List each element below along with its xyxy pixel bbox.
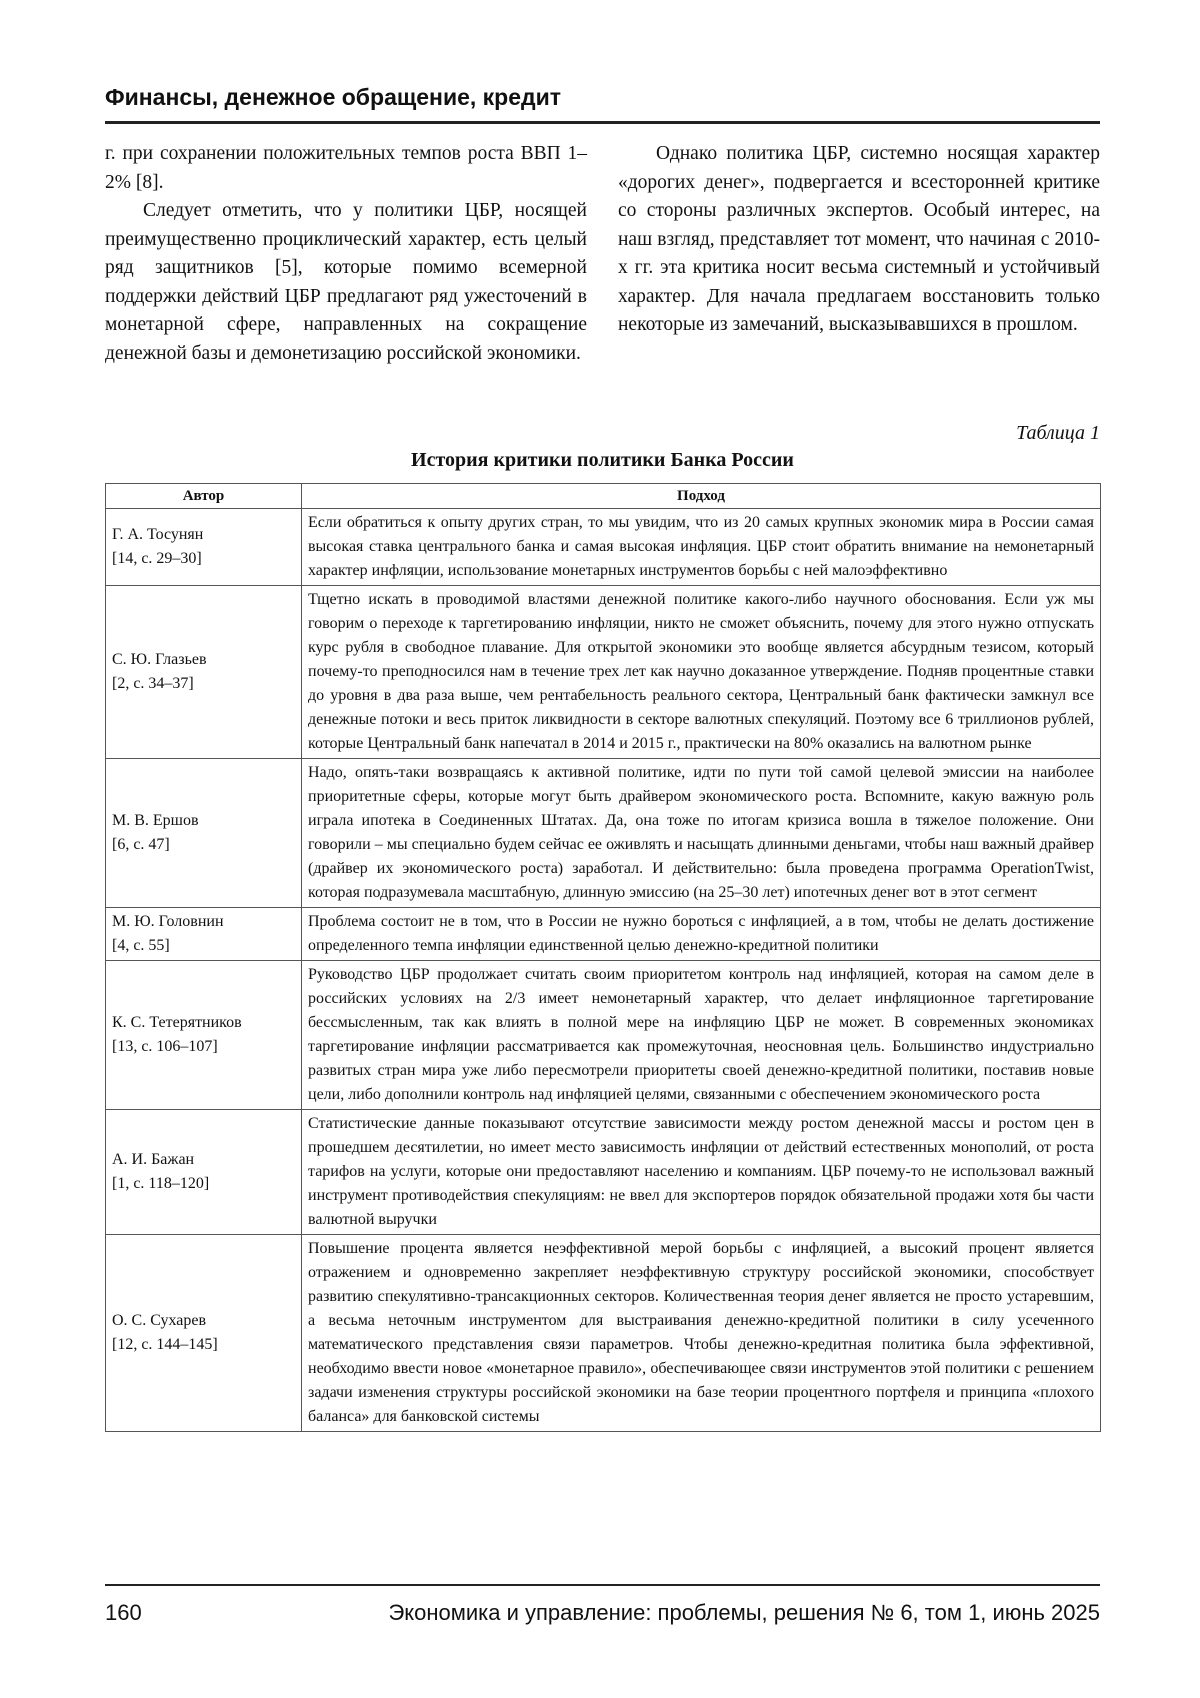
column-header-approach: Подход: [302, 484, 1101, 509]
footer-rule: [105, 1584, 1100, 1586]
author-reference: [12, с. 144–145]: [112, 1333, 295, 1357]
right-column: [618, 140, 1100, 340]
table-row: [106, 908, 1101, 961]
author-name: М. В. Ершов: [112, 809, 295, 833]
paragraph: г. при сохранении положительных темпов роста ВВП 1–2% [8].: [105, 140, 587, 197]
table-row: [106, 961, 1101, 1110]
table-row: [106, 509, 1101, 586]
page-footer: [105, 1600, 1100, 1626]
table-row: [106, 1235, 1101, 1432]
approach-cell: Руководство ЦБР продолжает считать своим приоритетом контроль над инфляцией, которая на самом деле в российских условиях на 2/3 имеет немонетарный характер, что делает инфляционное таргетирование бессмысленным, так как влиять в полной мере на инфляцию ЦБР не может. В современных экономиках таргетирование инфляции рассматривается как промежуточная, неосновная цель. Большинство индустриально развитых стран мира уже либо пересмотрели приоритеты своей денежно-кредитной политики, поставив новые цели, либо дополнили контроль над инфляцией целями, связанными с обеспечением экономического роста: [302, 961, 1101, 1110]
header-rule: [105, 121, 1100, 124]
approach-cell: Тщетно искать в проводимой властями денежной политике какого-либо научного обоснования. Если уж мы говорим о переходе к таргетированию инфляции, никто не сможет объяснить, почему для этого нужно отпускать курс рубля в свободное плавание. Для открытой экономики это вообще является абсурдным тезисом, который почему-то преподносился нам в течение трех лет как научно доказанное утверждение. Подняв процентные ставки до уровня в два раза выше, чем рентабельность реального сектора, Центральный банк фактически замкнул все денежные потоки и весь приток ликвидности в секторе валютных спекуляций. Поэтому все 6 триллионов рублей, которые Центральный банк напечатал в 2014 и 2015 г., практически на 80% оказались на валютном рынке: [302, 586, 1101, 759]
table-row: [106, 759, 1101, 908]
author-name: М. Ю. Головнин: [112, 910, 295, 934]
table-label: Таблица 1: [1016, 422, 1100, 445]
author-reference: [1, с. 118–120]: [112, 1172, 295, 1196]
author-reference: [6, с. 47]: [112, 833, 295, 857]
author-name: Г. А. Тосунян: [112, 523, 295, 547]
approach-cell: Проблема состоит не в том, что в России не нужно бороться с инфляцией, а в том, чтобы не делать достижение определенного темпа инфляции единственной целью денежно-кредитной политики: [302, 908, 1101, 961]
column-header-author: Автор: [106, 484, 302, 509]
author-reference: [14, с. 29–30]: [112, 547, 295, 571]
author-cell: [106, 1110, 302, 1235]
author-reference: [4, с. 55]: [112, 934, 295, 958]
author-cell: [106, 759, 302, 908]
approach-cell: Статистические данные показывают отсутствие зависимости между ростом денежной массы и ростом цен в прошедшем десятилетии, но имеет место зависимость инфляции от действий естественных монополий, от роста тарифов на услуги, которые они предоставляют населению и компаниям. ЦБР почему-то не использовал важный инструмент противодействия спекуляциям: не ввел для экспортеров порядок обязательной продажи хотя бы части валютной выручки: [302, 1110, 1101, 1235]
author-cell: [106, 509, 302, 586]
author-name: К. С. Тетерятников: [112, 1011, 295, 1035]
author-cell: [106, 961, 302, 1110]
table-row: [106, 586, 1101, 759]
table-title: История критики политики Банка России: [105, 449, 1100, 472]
approach-cell: Надо, опять-таки возвращаясь к активной политике, идти по пути той самой целевой эмиссии на наиболее приоритетные сферы, которые могут быть драйвером экономического роста. Вспомните, какую важную роль играла ипотека в Соединенных Штатах. Да, она тоже по итогам кризиса вошла в тяжелое положение. Они говорили – мы специально будем сейчас ее оживлять и насыщать длинными деньгами, чтобы наш важный драйвер (драйвер их экономического роста) заработал. И действительно: была проведена программа OperationTwist, которая подразумевала масштабную, длинную эмиссию (на 25–30 лет) ипотечных денег вот в этот сегмент: [302, 759, 1101, 908]
table-header-row: [106, 484, 1101, 509]
author-name: А. И. Бажан: [112, 1148, 295, 1172]
approach-cell: Если обратиться к опыту других стран, то мы увидим, что из 20 самых крупных экономик мира в России самая высокая ставка центрального банка и самая высокая инфляция. ЦБР стоит обратить внимание на немонетарный характер инфляции, использование монетарных инструментов борьбы с ней малоэффективно: [302, 509, 1101, 586]
author-cell: [106, 586, 302, 759]
journal-name: Экономика и управление: проблемы, решения № 6, том 1, июнь 2025: [388, 1600, 1100, 1626]
author-name: С. Ю. Глазьев: [112, 648, 295, 672]
critique-table: [105, 483, 1101, 1432]
author-name: О. С. Сухарев: [112, 1309, 295, 1333]
author-cell: [106, 1235, 302, 1432]
approach-cell: Повышение процента является неэффективной мерой борьбы с инфляцией, а высокий процент является отражением и одновременно закрепляет неэффективную структуру российской экономики, способствует развитию спекулятивно-трансакционных секторов. Количественная теория денег является не просто устаревшим, а весьма неточным инструментом для выстраивания денежно-кредитной политики в силу усеченного математического представления связи параметров. Чтобы денежно-кредитная политика была эффективной, необходимо ввести новое «монетарное правило», обеспечивающее связи инструментов этой политики с решением задачи изменения структуры российской экономики на базе теории процентного портфеля и принципа «плохого баланса» для банковской системы: [302, 1235, 1101, 1432]
section-title: Финансы, денежное обращение, кредит: [105, 84, 561, 111]
paragraph: Следует отметить, что у политики ЦБР, носящей преимущественно проциклический характер, есть целый ряд защитников [5], которые помимо всемерной поддержки действий ЦБР предлагают ряд ужесточений в монетарной сфере, направленных на сокращение денежной базы и демонетизацию российской экономики.: [105, 197, 587, 368]
table-row: [106, 1110, 1101, 1235]
left-column: [105, 140, 587, 368]
page-number: 160: [105, 1600, 142, 1626]
author-reference: [13, с. 106–107]: [112, 1035, 295, 1059]
author-reference: [2, с. 34–37]: [112, 672, 295, 696]
paragraph: Однако политика ЦБР, системно носящая характер «дорогих денег», подвергается и всесторонней критике со стороны различных экспертов. Особый интерес, на наш взгляд, представляет тот момент, что начиная с 2010-х гг. эта критика носит весьма системный и устойчивый характер. Для начала предлагаем восстановить только некоторые из замечаний, высказывавшихся в прошлом.: [618, 140, 1100, 340]
author-cell: [106, 908, 302, 961]
